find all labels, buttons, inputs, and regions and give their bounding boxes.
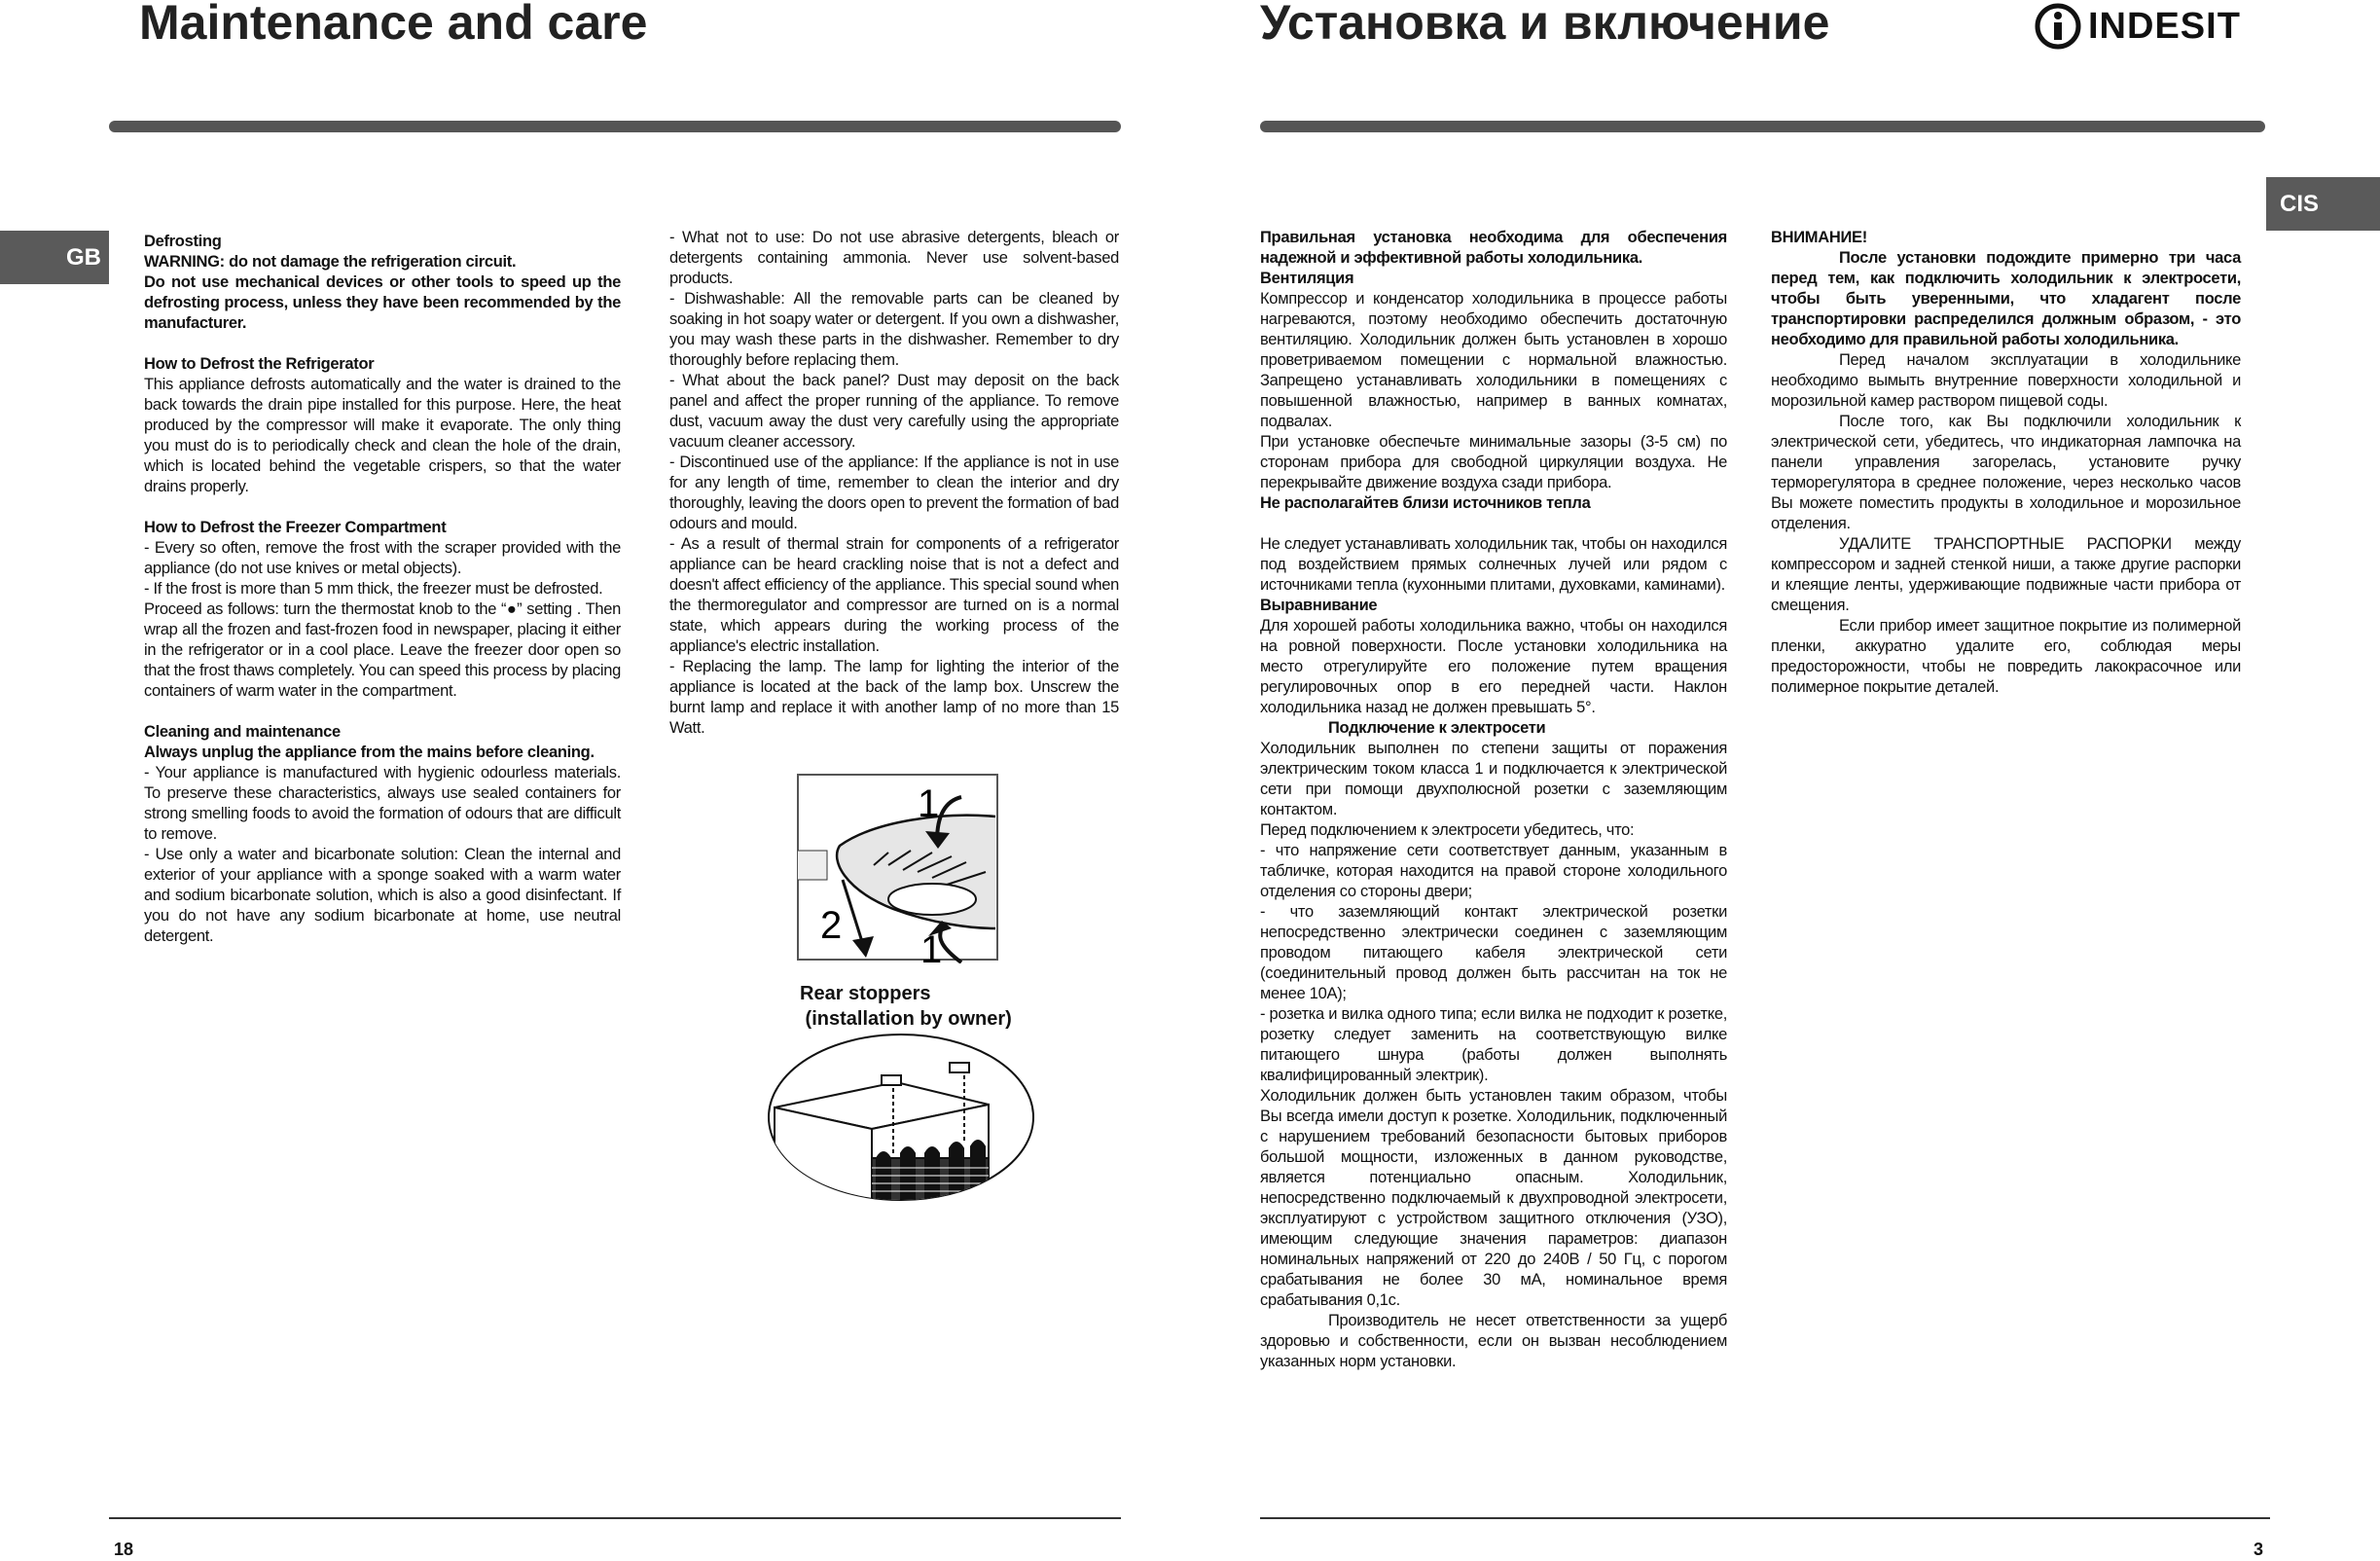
paragraph: Производитель не несет ответственности за ущерб здоровью и собственности, если он вызван несоблюдением указанных норм установки. (1260, 1312, 1727, 1370)
section-heading: Правильная установка необходима для обеспечения надежной и эффективной работы холодильника. (1260, 229, 1727, 267)
lamp-cover-illustration (796, 773, 1000, 963)
section-heading: How to Defrost the Refrigerator (144, 355, 375, 373)
paragraph-spacer (144, 702, 621, 722)
paragraph: - What not to use: Do not use abrasive detergents, bleach or detergents containing ammonia. Never use solvent-based products. (669, 229, 1119, 287)
header-divider-right (1260, 121, 2265, 132)
brand-logo (2034, 2, 2241, 51)
figure-caption: Rear stoppers (installation by owner) (800, 983, 1012, 1030)
paragraph: This appliance defrosts automatically and the water is drained to the back towards the drain pipe installed for this purpose. Here, the heat produced by the compressor will make it evaporate. The only thing you must do is to periodically check and clean the hole of the drain, which is located behind the vegetable crispers, so that the water drains properly. (144, 376, 621, 495)
paragraph: Для хорошей работы холодильника важно, чтобы он находился на ровной поверхности. После установки холодильника на место отрегулируйте его положение путем вращения регулировочных опор в его передней части. Наклон холодильника назад не должен превышать 5°. (1260, 617, 1727, 716)
page-title-left: Maintenance and care (139, 0, 648, 50)
section-heading: How to Defrost the Freezer Compartment (144, 519, 447, 536)
paragraph: - What about the back panel? Dust may deposit on the back panel and affect the proper running of the appliance. To remove dust, vacuum away the dust very carefully using the appropriate vacuum cleaner accessory. (669, 372, 1119, 451)
section-heading: Подключение к электросети (1328, 719, 1546, 737)
paragraph: Перед подключением к электросети убедитесь, что: (1260, 821, 1635, 839)
paragraph: - Every so often, remove the frost with the scraper provided with the appliance (do not use knives or metal objects). (144, 539, 621, 577)
section-heading: Cleaning and maintenance (144, 723, 341, 741)
paragraph: - Dishwashable: All the removable parts can be cleaned by soaking in hot soapy water or detergent. If you own a dishwasher, you may wash these parts in the dishwasher. Remember to dry thoroughly before replacing them. (669, 290, 1119, 369)
paragraph: Холодильник выполнен по степени защиты от поражения электрическим током класса 1 и подключается к электрической сети при помощи двухполюсной розетки с заземляющим контактом. (1260, 740, 1727, 818)
column-warning (1771, 228, 2241, 698)
paragraph: Компрессор и конденсатор холодильника в процессе работы нагреваются, поэтому необходимо обеспечить достаточную вентиляцию. Холодильник должен быть установлен в хорошо проветриваемом помещении с нормальной влажностью. Запрещено устанавливать холодильники в помещениях с повышенной влажностью, например в ванных комнатах, подвалах. (1260, 290, 1727, 430)
rear-stoppers-illustration (765, 1032, 1037, 1203)
page-number-left: 18 (114, 1540, 134, 1559)
paragraph-spacer (144, 334, 621, 354)
paragraph: - что заземляющий контакт электрической розетки непосредственно электрически соединен с заземляющим проводом питающего кабеля электрической сети (соединительный провод должен быть рассчитан на ток не менее 10А); (1260, 903, 1727, 1002)
language-tab-cis: CIS (2266, 177, 2380, 231)
section-heading: Defrosting (144, 233, 222, 250)
paragraph: - As a result of thermal strain for components of a refrigerator appliance can be heard crackling noise that is not a defect and doesn't affect efficiency of the appliance. This special sound when the thermoregulator and compressor are turned on is a normal state, which appears during the working process of the appliance's electric installation. (669, 535, 1119, 655)
paragraph-spacer (144, 497, 621, 518)
page-title-right: Установка и включение (1260, 0, 1830, 50)
figure-label-1-top: 1 (918, 782, 940, 825)
paragraph: После того, как Вы подключили холодильник к электрической сети, убедитесь, что индикаторная лампочка на панели управления загорелась, установите ручку терморегулятора в среднее положение, через несколько часов Вы можете поместить продукты в холодильное и морозильное отделения. (1771, 413, 2241, 532)
section-heading: ВНИМАНИЕ! (1771, 229, 1867, 246)
paragraph: Не следует устанавливать холодильник так, чтобы он находился под воздействием прямых солнечных лучей или рядом с источниками тепла (кухонными плитами, духовками, каминами). (1260, 535, 1727, 594)
paragraph: - Use only a water and bicarbonate solution: Clean the internal and exterior of your appliance with a sponge soaked with a warm water and sodium bicarbonate solution, which is also a good disinfectant. If you do not have any sodium bicarbonate at home, use neutral detergent. (144, 846, 621, 945)
paragraph: - Replacing the lamp. The lamp for lighting the interior of the appliance is located at the back of the lamp box. Unscrew the burnt lamp and replace it with another lamp of no more than 15 Watt. (669, 658, 1119, 737)
paragraph: - Discontinued use of the appliance: If the appliance is not in use for any length of time, remember to clean the interior and dry thoroughly, leaving the doors open to prevent the formation of bad odours and mould. (669, 454, 1119, 532)
paragraph: - розетка и вилка одного типа; если вилка не подходит к розетке, розетку следует заменить на соответствующую вилке питающего шнура (работы должен выполнять квалифицированный электрик). (1260, 1005, 1727, 1084)
section-heading: Do not use mechanical devices or other tools to speed up the defrosting process, unless they have been recommended by the manufacturer. (144, 273, 621, 332)
footer-divider-right (1260, 1517, 2270, 1519)
paragraph: При установке обеспечьте минимальные зазоры (3-5 см) по сторонам прибора для свободной циркуляции воздуха. Не перекрывайте движение воздуха сзади прибора. (1260, 433, 1727, 491)
paragraph: - что напряжение сети соответствует данным, указанным в табличке, которая находится на правой стороне холодильного отделения со стороны двери; (1260, 842, 1727, 900)
section-heading: Не располагайтев близи источников тепла (1260, 494, 1591, 512)
header-divider-left (109, 121, 1121, 132)
figure-label-2: 2 (820, 904, 843, 947)
paragraph: Если прибор имеет защитное покрытие из полимерной пленки, аккуратно удалите его, соблюдая меры предосторожности, чтобы не повредить лакокрасочное или полимерное покрытие деталей. (1771, 617, 2241, 696)
section-heading: После установки подождите примерно три часа перед тем, как подключить холодильник к электросети, чтобы быть уверенными, что хладагент после транспортировки распределился должным образом, - это необходимо для правильной работы холодильника. (1771, 249, 2241, 348)
paragraph-spacer (1260, 514, 1727, 534)
language-tab-gb: GB (0, 231, 109, 284)
column-installation (1260, 228, 1727, 1372)
paragraph: Холодильник должен быть установлен таким образом, чтобы Вы всегда имели доступ к розетке. Холодильник, подключенный с нарушением требований безопасности бытовых приборов большой мощности, изложенных в данном руководстве, является потенциально опасным. Холодильник, непосредственно подключаемый к двухпроводной электросети, эксплуатируют с устройством защитного отключения (УЗО), имеющим следующие значения параметров: диапазон номинальных напряжений от 220 до 240В / 50 Гц, с порогом срабатывания не более 30 мА, номинальное время срабатывания 0,1с. (1260, 1087, 1727, 1309)
paragraph: - If the frost is more than 5 mm thick, the freezer must be defrosted. (144, 580, 603, 598)
paragraph: Перед началом эксплуатации в холодильнике необходимо вымыть внутренние поверхности холодильной и морозильной камер раствором пищевой соды. (1771, 351, 2241, 410)
paragraph: УДАЛИТЕ ТРАНСПОРТНЫЕ РАСПОРКИ между компрессором и задней стенкой ниши, а также другие распорки и клеящие ленты, удерживающие подвижные части прибора от смещения. (1771, 535, 2241, 614)
page-number-right: 3 (2254, 1540, 2264, 1559)
section-heading: WARNING: do not damage the refrigeration circuit. (144, 253, 517, 271)
section-heading: Выравнивание (1260, 597, 1378, 614)
column-cleaning-continued (669, 228, 1119, 739)
column-defrosting-cleaning (144, 232, 621, 947)
figure-label-1-bottom: 1 (920, 928, 943, 963)
paragraph: - Your appliance is manufactured with hygienic odourless materials. To preserve these characteristics, always use sealed containers for strong smelling foods to avoid the formation of odours that are difficult to remove. (144, 764, 621, 843)
paragraph: Proceed as follows: turn the thermostat knob to the “●” setting . Then wrap all the frozen and fast-frozen food in newspaper, placing it either in the refrigerator or in a cool place. Leave the freezer door open so that the frost thaws completely. You can speed this process by placing containers of warm water in the compartment. (144, 600, 621, 700)
section-heading: Always unplug the appliance from the mains before cleaning. (144, 744, 595, 761)
footer-divider-left (109, 1517, 1121, 1519)
brand-name: INDESIT (2088, 5, 2241, 47)
section-heading: Вентиляция (1260, 270, 1354, 287)
indesit-logo-icon (2034, 2, 2082, 51)
